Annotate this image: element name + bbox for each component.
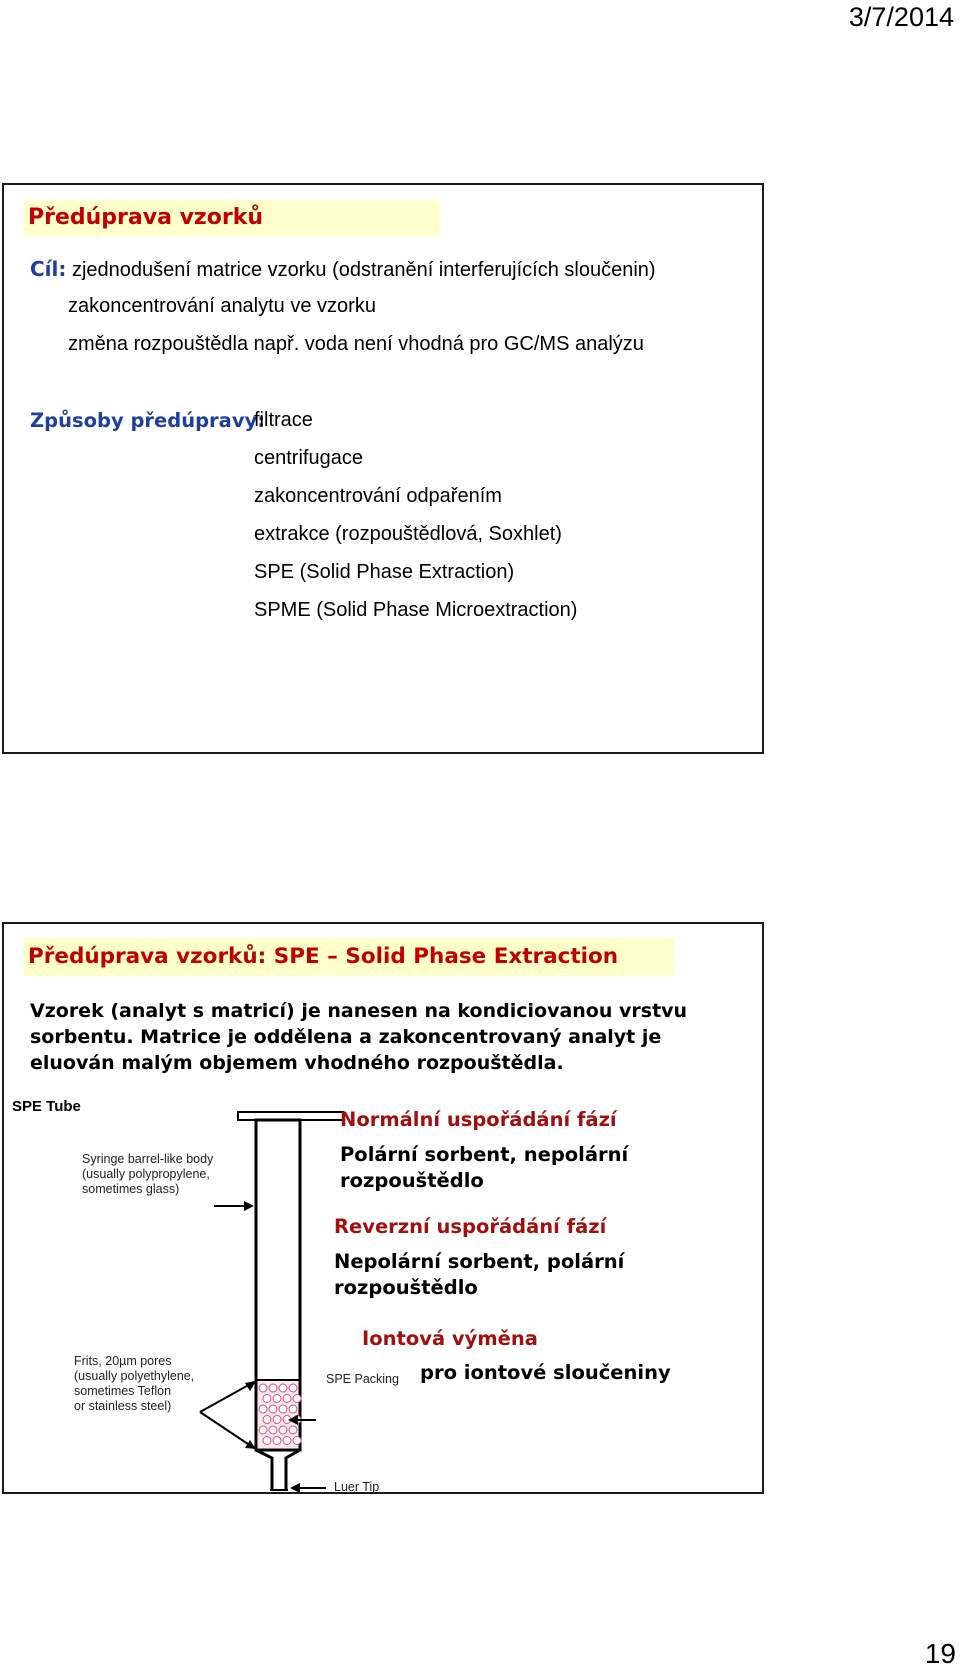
- packing-label: SPE Packing: [326, 1372, 399, 1386]
- packing-particle: [273, 1437, 281, 1445]
- goal-line-1: [30, 257, 656, 282]
- packing-particle: [273, 1395, 281, 1403]
- packing-particle: [259, 1384, 267, 1392]
- method-item: centrifugace: [254, 447, 363, 469]
- packing-particle: [289, 1405, 297, 1413]
- luer-tip-label: Luer Tip: [334, 1480, 380, 1494]
- frits-label: Frits, 20µm pores (usually polyethylene, sometimes Teflon or stainless steel): [74, 1354, 195, 1413]
- packing-particle: [259, 1426, 267, 1434]
- slide-title: Předúprava vzorků: SPE – Solid Phase Extraction: [24, 938, 674, 976]
- packing-particle: [269, 1405, 277, 1413]
- packing-particle: [263, 1437, 271, 1445]
- slide-spe: [2, 922, 764, 1494]
- description-line: eluován malým objemem vhodného rozpouštědla.: [30, 1052, 564, 1074]
- method-item: SPME (Solid Phase Microextraction): [254, 599, 578, 621]
- methods-label: Způsoby předúpravy:: [30, 409, 266, 432]
- packing-particle: [279, 1384, 287, 1392]
- packing-particle: [269, 1384, 277, 1392]
- goal-text-1: zjednodušení matrice vzorku (odstranění interferujících sloučenin): [71, 259, 656, 281]
- packing-particle: [293, 1395, 301, 1403]
- slide-sample-preparation: [2, 183, 764, 754]
- reverse-phase-heading: Reverzní uspořádání fází: [334, 1215, 607, 1238]
- frit-arrow-top: [200, 1382, 254, 1412]
- spe-description: [30, 998, 750, 1076]
- page-number: 19: [924, 1638, 956, 1669]
- description-line: Vzorek (analyt s matricí) je nanesen na kondiciovanou vrstvu: [30, 1000, 688, 1022]
- ion-exchange-heading: Iontová výměna: [362, 1327, 538, 1350]
- method-item: zakoncentrování odpařením: [254, 485, 502, 507]
- packing-particle: [269, 1426, 277, 1434]
- normal-phase-text: Polární sorbent, nepolární rozpouštědlo: [340, 1143, 629, 1192]
- packing-particle: [259, 1405, 267, 1413]
- method-item: extrakce (rozpouštědlová, Soxhlet): [254, 523, 562, 545]
- ion-exchange-text: pro iontové sloučeniny: [420, 1361, 671, 1384]
- packing-particle: [289, 1426, 297, 1434]
- luer-tip-shape: [256, 1450, 300, 1490]
- reverse-phase-text: Nepolární sorbent, polární rozpouštědlo: [334, 1250, 625, 1299]
- packing-particle: [279, 1426, 287, 1434]
- document-date: 3/7/2014: [848, 2, 954, 32]
- description-line: sorbentu. Matrice je oddělena a zakoncentrovaný analyt je: [30, 1026, 662, 1048]
- figure-title: SPE Tube: [12, 1098, 81, 1115]
- barrel-label: Syringe barrel-like body (usually polypropylene, sometimes glass): [82, 1152, 214, 1196]
- slide-title: Předúprava vzorků: [24, 200, 440, 236]
- packing-particle: [283, 1437, 291, 1445]
- goal-line-3: změna rozpouštědla např. voda není vhodná pro GC/MS analýzu: [68, 333, 644, 355]
- packing-particle: [279, 1405, 287, 1413]
- packing-particle: [263, 1395, 271, 1403]
- packing-particle: [263, 1416, 271, 1424]
- packing-particle: [273, 1416, 281, 1424]
- normal-phase-heading: Normální uspořádání fází: [340, 1108, 617, 1131]
- goal-label: Cíl:: [30, 257, 67, 281]
- packing-particle: [283, 1395, 291, 1403]
- goal-line-2: zakoncentrování analytu ve vzorku: [68, 295, 376, 317]
- packing-particle: [289, 1384, 297, 1392]
- frit-arrow-bottom: [200, 1412, 254, 1448]
- packing-particle: [293, 1437, 301, 1445]
- method-item: SPE (Solid Phase Extraction): [254, 561, 515, 583]
- method-item: filtrace: [254, 409, 313, 431]
